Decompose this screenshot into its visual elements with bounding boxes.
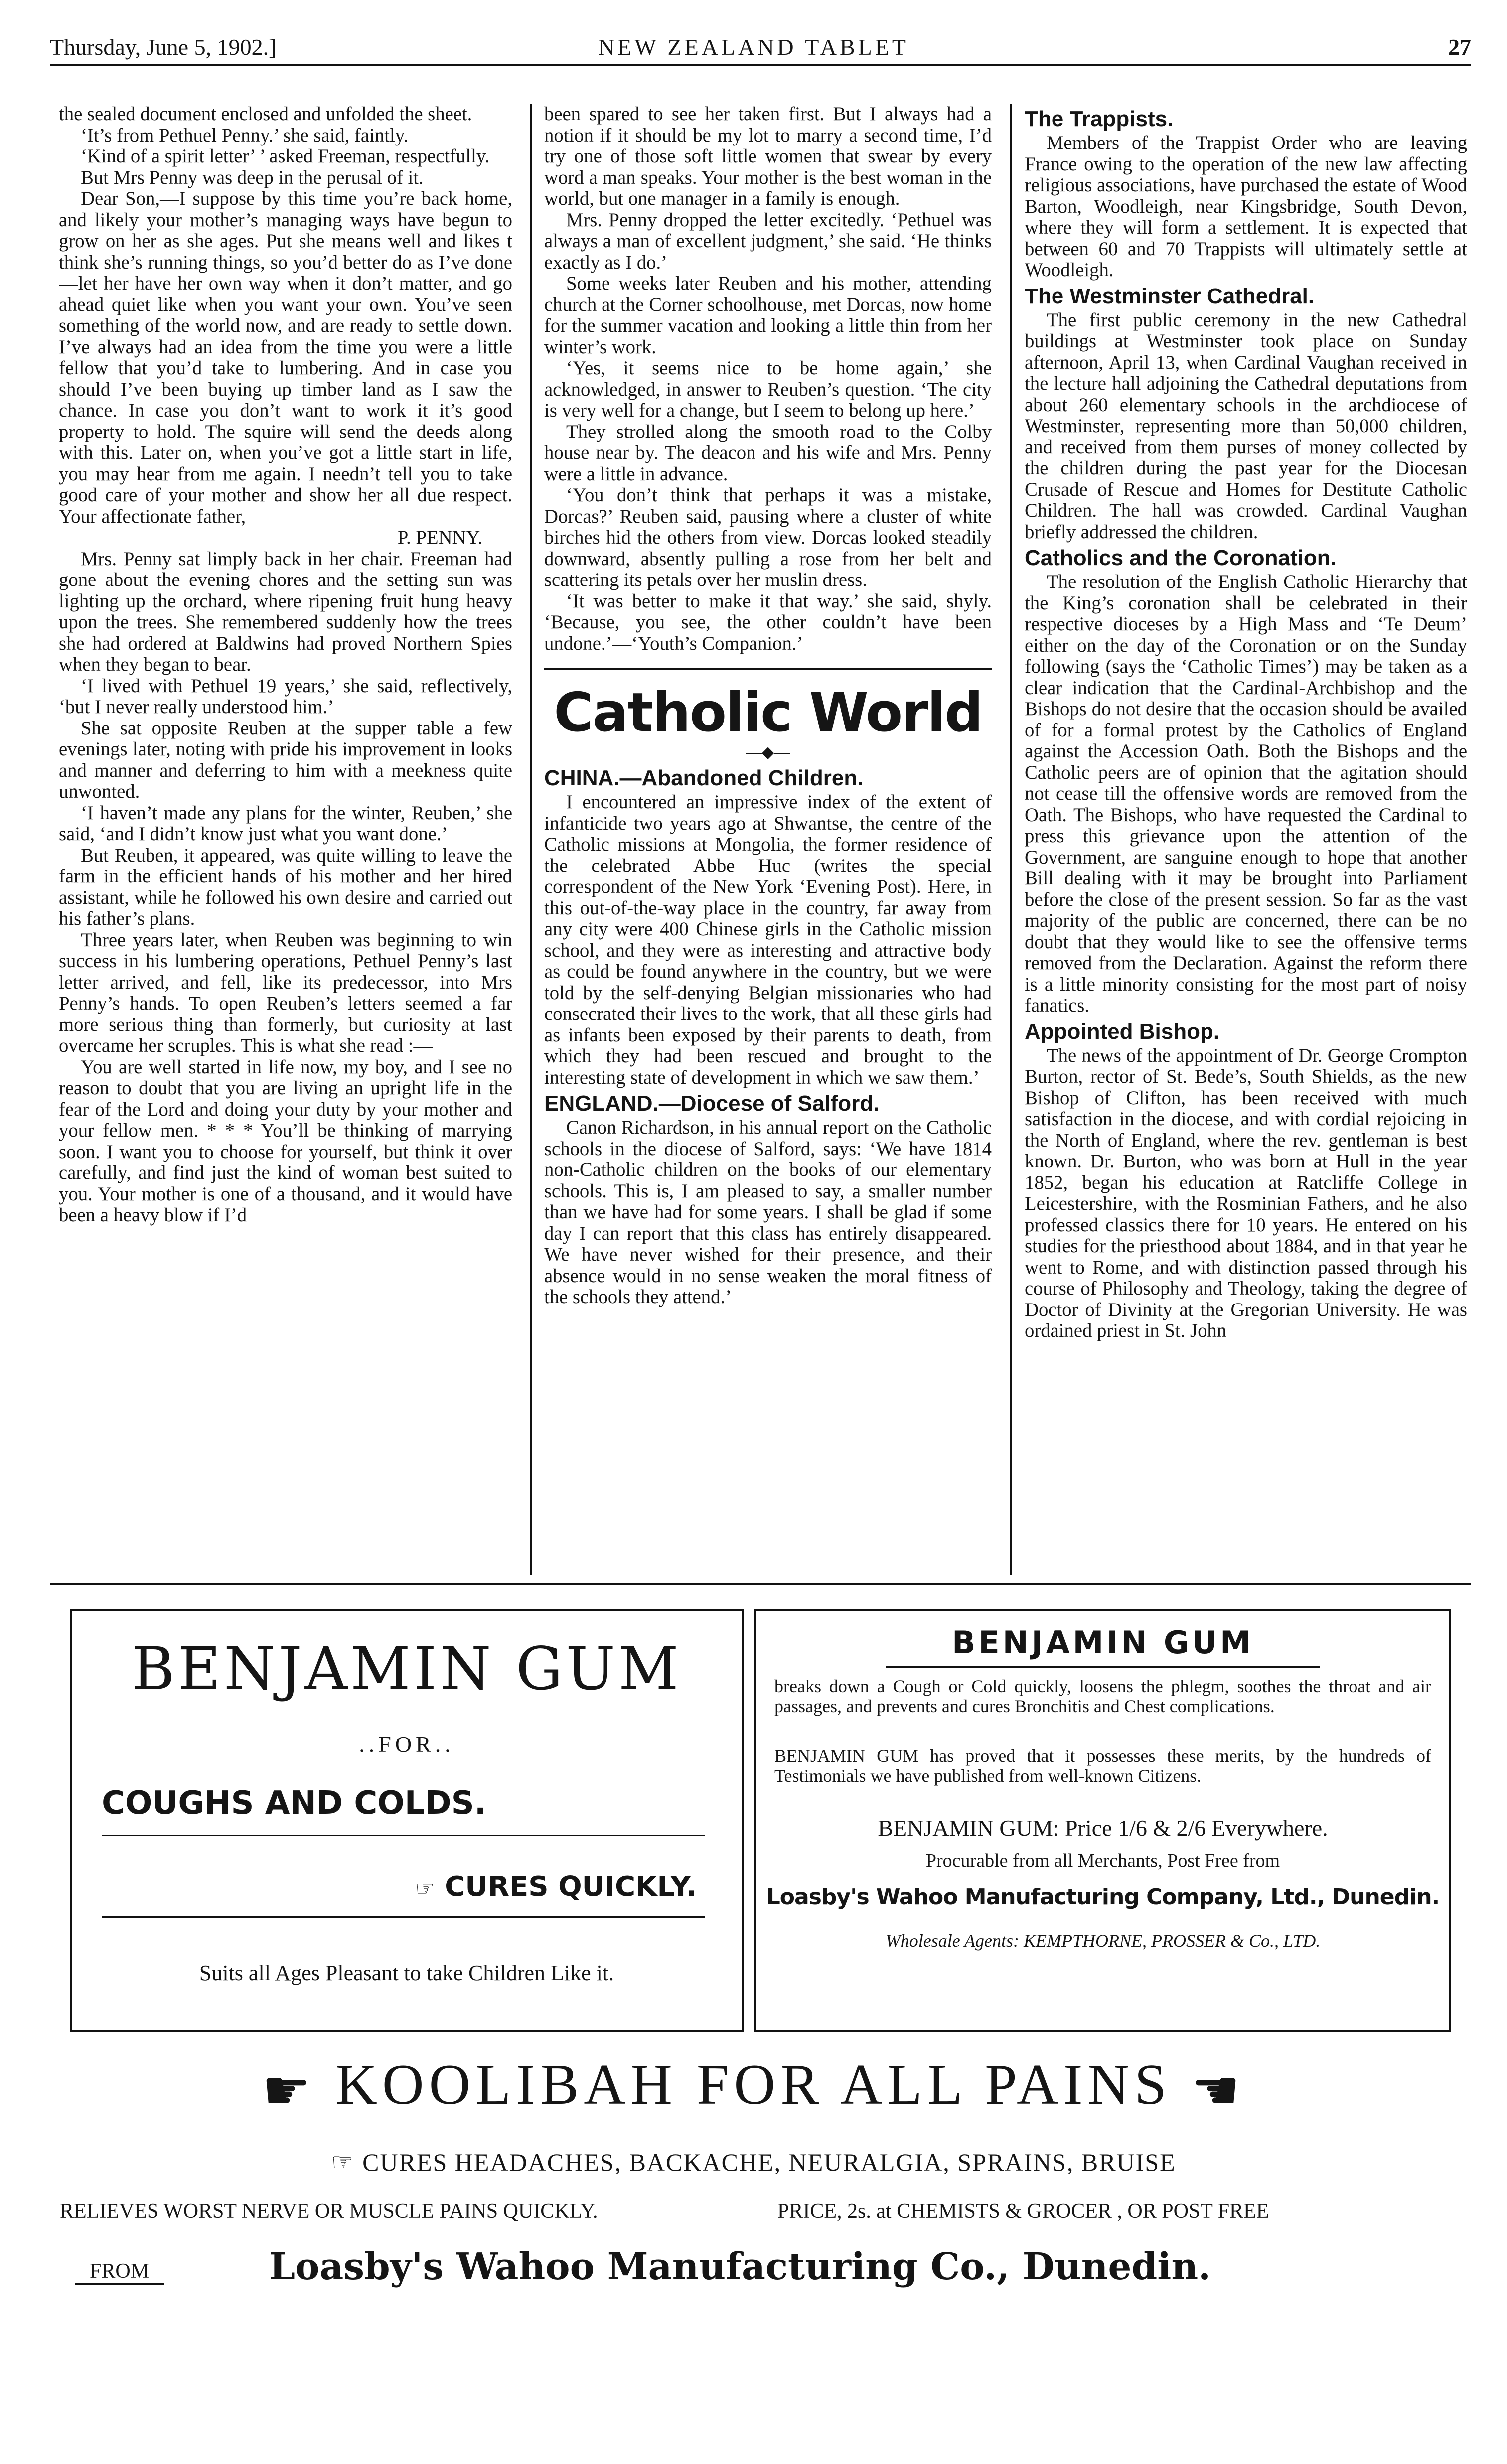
header-rule	[50, 64, 1471, 66]
koolibah-title-line	[0, 2052, 1507, 2123]
koolibah-price: PRICE, 2s. at CHEMISTS & GROCER , OR POST FREE	[777, 2200, 1269, 2223]
column-middle	[544, 104, 992, 1575]
issue-date: Thursday, June 5, 1902.]	[50, 34, 277, 60]
paragraph: ‘It’s from Pethuel Penny.’ she said, faintly.	[81, 125, 409, 146]
paragraph: ‘It was better to make it that way.’ she said, shyly. ‘Because, you see, the other couldn’t have been undone.’—‘Youth’s Companion.’	[544, 590, 992, 654]
ad-title: BENJAMIN GUM	[952, 1624, 1254, 1661]
article-text: The first public ceremony in the new Cathedral buildings at Westminster took place on Sunday afternoon, April 13, when Cardinal Vaughan received in the lecture hall adjoining the Cathedral deputations from about 260 elementary schools in the archdiocese of Westminster, representing more than 50,000 children, and received from them purses of money collected by the children during the past year for the Diocesan Crusade of Rescue and Homes for Destitute Catholic Children. The hall was crowded. Cardinal Vaughan briefly addressed the children.	[1025, 309, 1467, 543]
ornament: —◆—	[746, 743, 790, 761]
ad-text: BENJAMIN GUM has proved that it possesses these merits, by the hundreds of Testimonials we have published from well-known Citizens.	[774, 1746, 1431, 1786]
article-heading: ENGLAND.—Diocese of Salford.	[544, 1091, 880, 1116]
paragraph: the sealed document enclosed and unfolded the sheet.	[59, 104, 472, 125]
ad-cures-text: CURES QUICKLY.	[445, 1871, 697, 1903]
paragraph: ‘I haven’t made any plans for the winter, Reuben,’ she said, ‘and I didn’t know just what you want done.’	[59, 802, 512, 845]
paragraph: You are well started in life now, my boy, and I see no reason to doubt that you are living an upright life in the fear of the Lord and doing your duty by your mother and your fellow men. * * * You’ll be thinking of marrying soon. I want you to choose for yourself, but think it over carefully, and find just the kind of woman best suited to you. Your mother is one of a thousand, and it would have been a heavy blow if I’d	[59, 1056, 512, 1226]
paragraph: Some weeks later Reuben and his mother, attending church at the Corner schoolhouse, met Dorcas, now home for the summer vacation and looking a little thin from her winter’s work.	[544, 273, 992, 358]
ad-title: BENJAMIN GUM	[132, 1634, 682, 1703]
koolibah-from: FROM	[75, 2259, 164, 2285]
ad-agents: Wholesale Agents: KEMPTHORNE, PROSSER & Co., LTD.	[885, 1931, 1321, 1951]
paragraph: ‘You don’t think that perhaps it was a mistake, Dorcas?’ Reuben said, pausing where a cluster of white birches hid the others from view. Dorcas looked steadily downward, absently pulling a rose from her belt and scattering its petals over her muslin dress.	[544, 485, 992, 590]
koolibah-cures: CURES HEADACHES, BACKACHE, NEURALGIA, SPRAINS, BRUISE	[362, 2148, 1176, 2176]
pointing-hand-right-icon: ☛	[262, 2060, 316, 2121]
page-number: 27	[1448, 34, 1471, 60]
benjamin-gum-ad-right	[754, 1609, 1451, 2032]
ad-divider	[102, 1916, 705, 1918]
article-text: The news of the appointment of Dr. George Crompton Burton, rector of St. Bede’s, South Shields, as the new Bishop of Clifton, has been received with much satisfaction in the diocese, and with cordial rejoicing in the North of England, where the rev. gentleman is best known. Dr. Burton, who was born at Hull in the year 1852, began his education at Ratcliffe College in Leicestershire, with the Rosminian Fathers, and he also professed classics there for 10 years. He entered on his studies for the priesthood about 1884, and in that year he went to Rome, and with distinction passed through his course of Philosophy and Theology, taking the degree of Doctor of Divinity at the Gregorian University. He was ordained priest in St. John	[1025, 1045, 1467, 1341]
hand-icon: ☞	[331, 2148, 355, 2176]
koolibah-relieves: RELIEVES WORST NERVE OR MUSCLE PAINS QUICKLY.	[60, 2200, 598, 2223]
paragraph: But Reuben, it appeared, was quite willing to leave the farm in the efficient hands of his mother and her hired assistant, while he followed his own desire and carried out his father’s plans.	[59, 845, 512, 929]
ad-divider	[886, 1666, 1320, 1668]
benjamin-gum-ad-left	[70, 1609, 744, 2032]
ad-text: breaks down a Cough or Cold quickly, loosens the phlegm, soothes the throat and air passages, and prevents and cures Bronchitis and Chest complications.	[774, 1676, 1431, 1716]
article-text: Canon Richardson, in his annual report on the Catholic schools in the diocese of Salford, says: ‘We have 1814 non-Catholic children on the books of our elementary schools. This is, I am pleased to say, a smaller number than we have had for some years. I shall be glad if some day I can report that this class has entirely disappeared. We have never wished for their presence, and their absence would in no sense weaken the moral fitness of the schools they attend.’	[544, 1117, 992, 1307]
article-heading: The Trappists.	[1025, 107, 1174, 131]
koolibah-cures-line	[0, 2148, 1507, 2176]
ad-for: ..FOR..	[359, 1732, 454, 1757]
newspaper-title: NEW ZEALAND TABLET	[598, 34, 909, 60]
article-heading: CHINA.—Abandoned Children.	[544, 766, 864, 790]
paragraph: ‘Kind of a spirit letter’ ’ asked Freeman, respectfully.	[81, 146, 490, 167]
paragraph: She sat opposite Reuben at the supper table a few evenings later, noting with pride his improvement in looks and manner and deferring to him with a meekness quite unwonted.	[59, 718, 512, 802]
column-divider	[1010, 104, 1012, 1575]
article-heading: The Westminster Cathedral.	[1025, 284, 1315, 308]
article-text: Members of the Trappist Order who are leaving France owing to the operation of the new law affecting religious associations, have purchased the estate of Wood Barton, Woodleigh, near Kingsbridge, South Devon, where they will form a settlement. It is expected that between 60 and 70 Trappists will ultimately settle at Woodleigh.	[1025, 133, 1467, 281]
article-heading: Catholics and the Coronation.	[1025, 546, 1337, 570]
column-left	[59, 104, 512, 1575]
ad-suits: Suits all Ages Pleasant to take Children Like it.	[199, 1961, 614, 1985]
paragraph: Mrs. Penny sat limply back in her chair. Freeman had gone about the evening chores and the setting sun was lighting up the orchard, where ripening fruit hung heavy upon the trees. She remembered suddenly how the trees she had ordered at Baldwins had proved Northern Spies when they began to bear.	[59, 548, 512, 675]
paragraph: They strolled along the smooth road to the Colby house near by. The deacon and his wife and Mrs. Penny were a little in advance.	[544, 421, 992, 485]
paragraph: ‘I lived with Pethuel 19 years,’ she said, reflectively, ‘but I never really understood him.’	[59, 675, 512, 718]
ads-rule	[50, 1583, 1471, 1585]
ad-price: BENJAMIN GUM: Price 1/6 & 2/6 Everywhere.	[878, 1815, 1328, 1841]
koolibah-title: KOOLIBAH FOR ALL PAINS	[335, 2053, 1172, 2117]
letter-signature: P. PENNY.	[397, 527, 482, 548]
ad-divider	[102, 1835, 705, 1836]
section-title: Catholic World	[554, 682, 982, 744]
koolibah-company: Loasby's Wahoo Manufacturing Co., Dunedin.	[269, 2245, 1211, 2288]
article-text: I encountered an impressive index of the extent of infanticide two years ago at Shwantse, the centre of the Catholic missions at Mongolia, the former residence of the celebrated Abbe Huc (writes the special correspondent of the New York ‘Evening Post). Here, in this out-of-the-way place in the country, far away from any city were 400 Chinese girls in the Catholic mission school, and they were as interesting and attractive body as could be found anywhere in the country, but we were told by the self-denying Belgian missionaries who had consecrated their lives to the work, that all these girls had as infants been exposed by their parents to death, from which they had been rescued and brought to the interesting state of development in which we saw them.’	[544, 792, 992, 1088]
ad-company: Loasby's Wahoo Manufacturing Company, Ltd., Dunedin.	[766, 1884, 1440, 1910]
column-divider	[530, 104, 532, 1575]
article-heading: Appointed Bishop.	[1025, 1019, 1220, 1044]
paragraph: Three years later, when Reuben was beginning to win success in his lumbering operations, Pethuel Penny’s last letter arrived, and fell, like its predecessor, into Mrs Penny’s hands. To open Reuben’s letters seemed a far more serious thing than formerly, but curiosity at last overcame her scruples. This is what she read :—	[59, 929, 512, 1056]
ad-procurable: Procurable from all Merchants, Post Free from	[925, 1850, 1280, 1871]
paragraph: been spared to see her taken first. But I always had a notion if it should be my lot to marry a second time, I’d try one of those soft little women that swear by every word a man speaks. Your mother is the best woman in the world, but one manager in a family is enough.	[544, 104, 992, 209]
ad-coughs: COUGHS AND COLDS.	[102, 1785, 486, 1822]
hand-icon: ☞	[415, 1876, 435, 1901]
pointing-hand-left-icon: ☚	[1191, 2060, 1245, 2121]
column-right	[1025, 104, 1467, 1575]
section-rule	[544, 668, 992, 670]
paragraph: But Mrs Penny was deep in the perusal of it.	[81, 167, 424, 188]
letter-text: Dear Son,—I suppose by this time you’re back home, and likely your mother’s managing ways have begun to grow on her as she ages. Put she means well and likes t think she’s running things, so you’d better do as I’ve done—let her have her own way when it don’t matter, and go ahead quiet like when you want your own. You’ve seen something of the world now, and are ready to settle down. I’ve always had an idea from the time you were a little fellow that you’d take to lumbering. And in case you should I’ve been buying up timber land as I saw the chance. In case you don’t want to work it it’s good property to hold. The squire will send the deeds along with this. Later on, when you’ve got a little start in life, you may hear from me again. I needn’t tell you to take good care of your mother and show her all due respect. Your affectionate father,	[59, 188, 512, 527]
article-text: The resolution of the English Catholic Hierarchy that the King’s coronation shall be celebrated in their respective dioceses by a High Mass and ‘Te Deum’ either on the day of the Coronation or on the Sunday following (says the ‘Catholic Times’) may be taken as a clear indication that the Cardinal-Archbishop and the Bishops do not desire that the occasion should be availed of for a formal protest by the Catholics of England against the Accession Oath. Both the Bishops and the Catholic peers are of opinion that the agitation should not cease till the offensive words are removed from the Oath. The Bishops, who have requested the Cardinal to press this grievance upon the attention of the Government, are sanguine enough to hope that another Bill dealing with it may be brought into Parliament before the close of the present session. So far as the vast majority of the public are concerned, there can be no doubt that they would like to see the offensive terms removed from the Declaration. Against the reform there is a little minority consisting for the most part of noisy fanatics.	[1025, 572, 1467, 1016]
paragraph: Mrs. Penny dropped the letter excitedly. ‘Pethuel was always a man of excellent judgment,’ she said. ‘He thinks exactly as I do.’	[544, 209, 992, 273]
ad-cures	[415, 1871, 697, 1903]
paragraph: ‘Yes, it seems nice to be home again,’ she acknowledged, in answer to Reuben’s question. ‘The city is very well for a change, but I seem to belong up here.’	[544, 358, 992, 421]
